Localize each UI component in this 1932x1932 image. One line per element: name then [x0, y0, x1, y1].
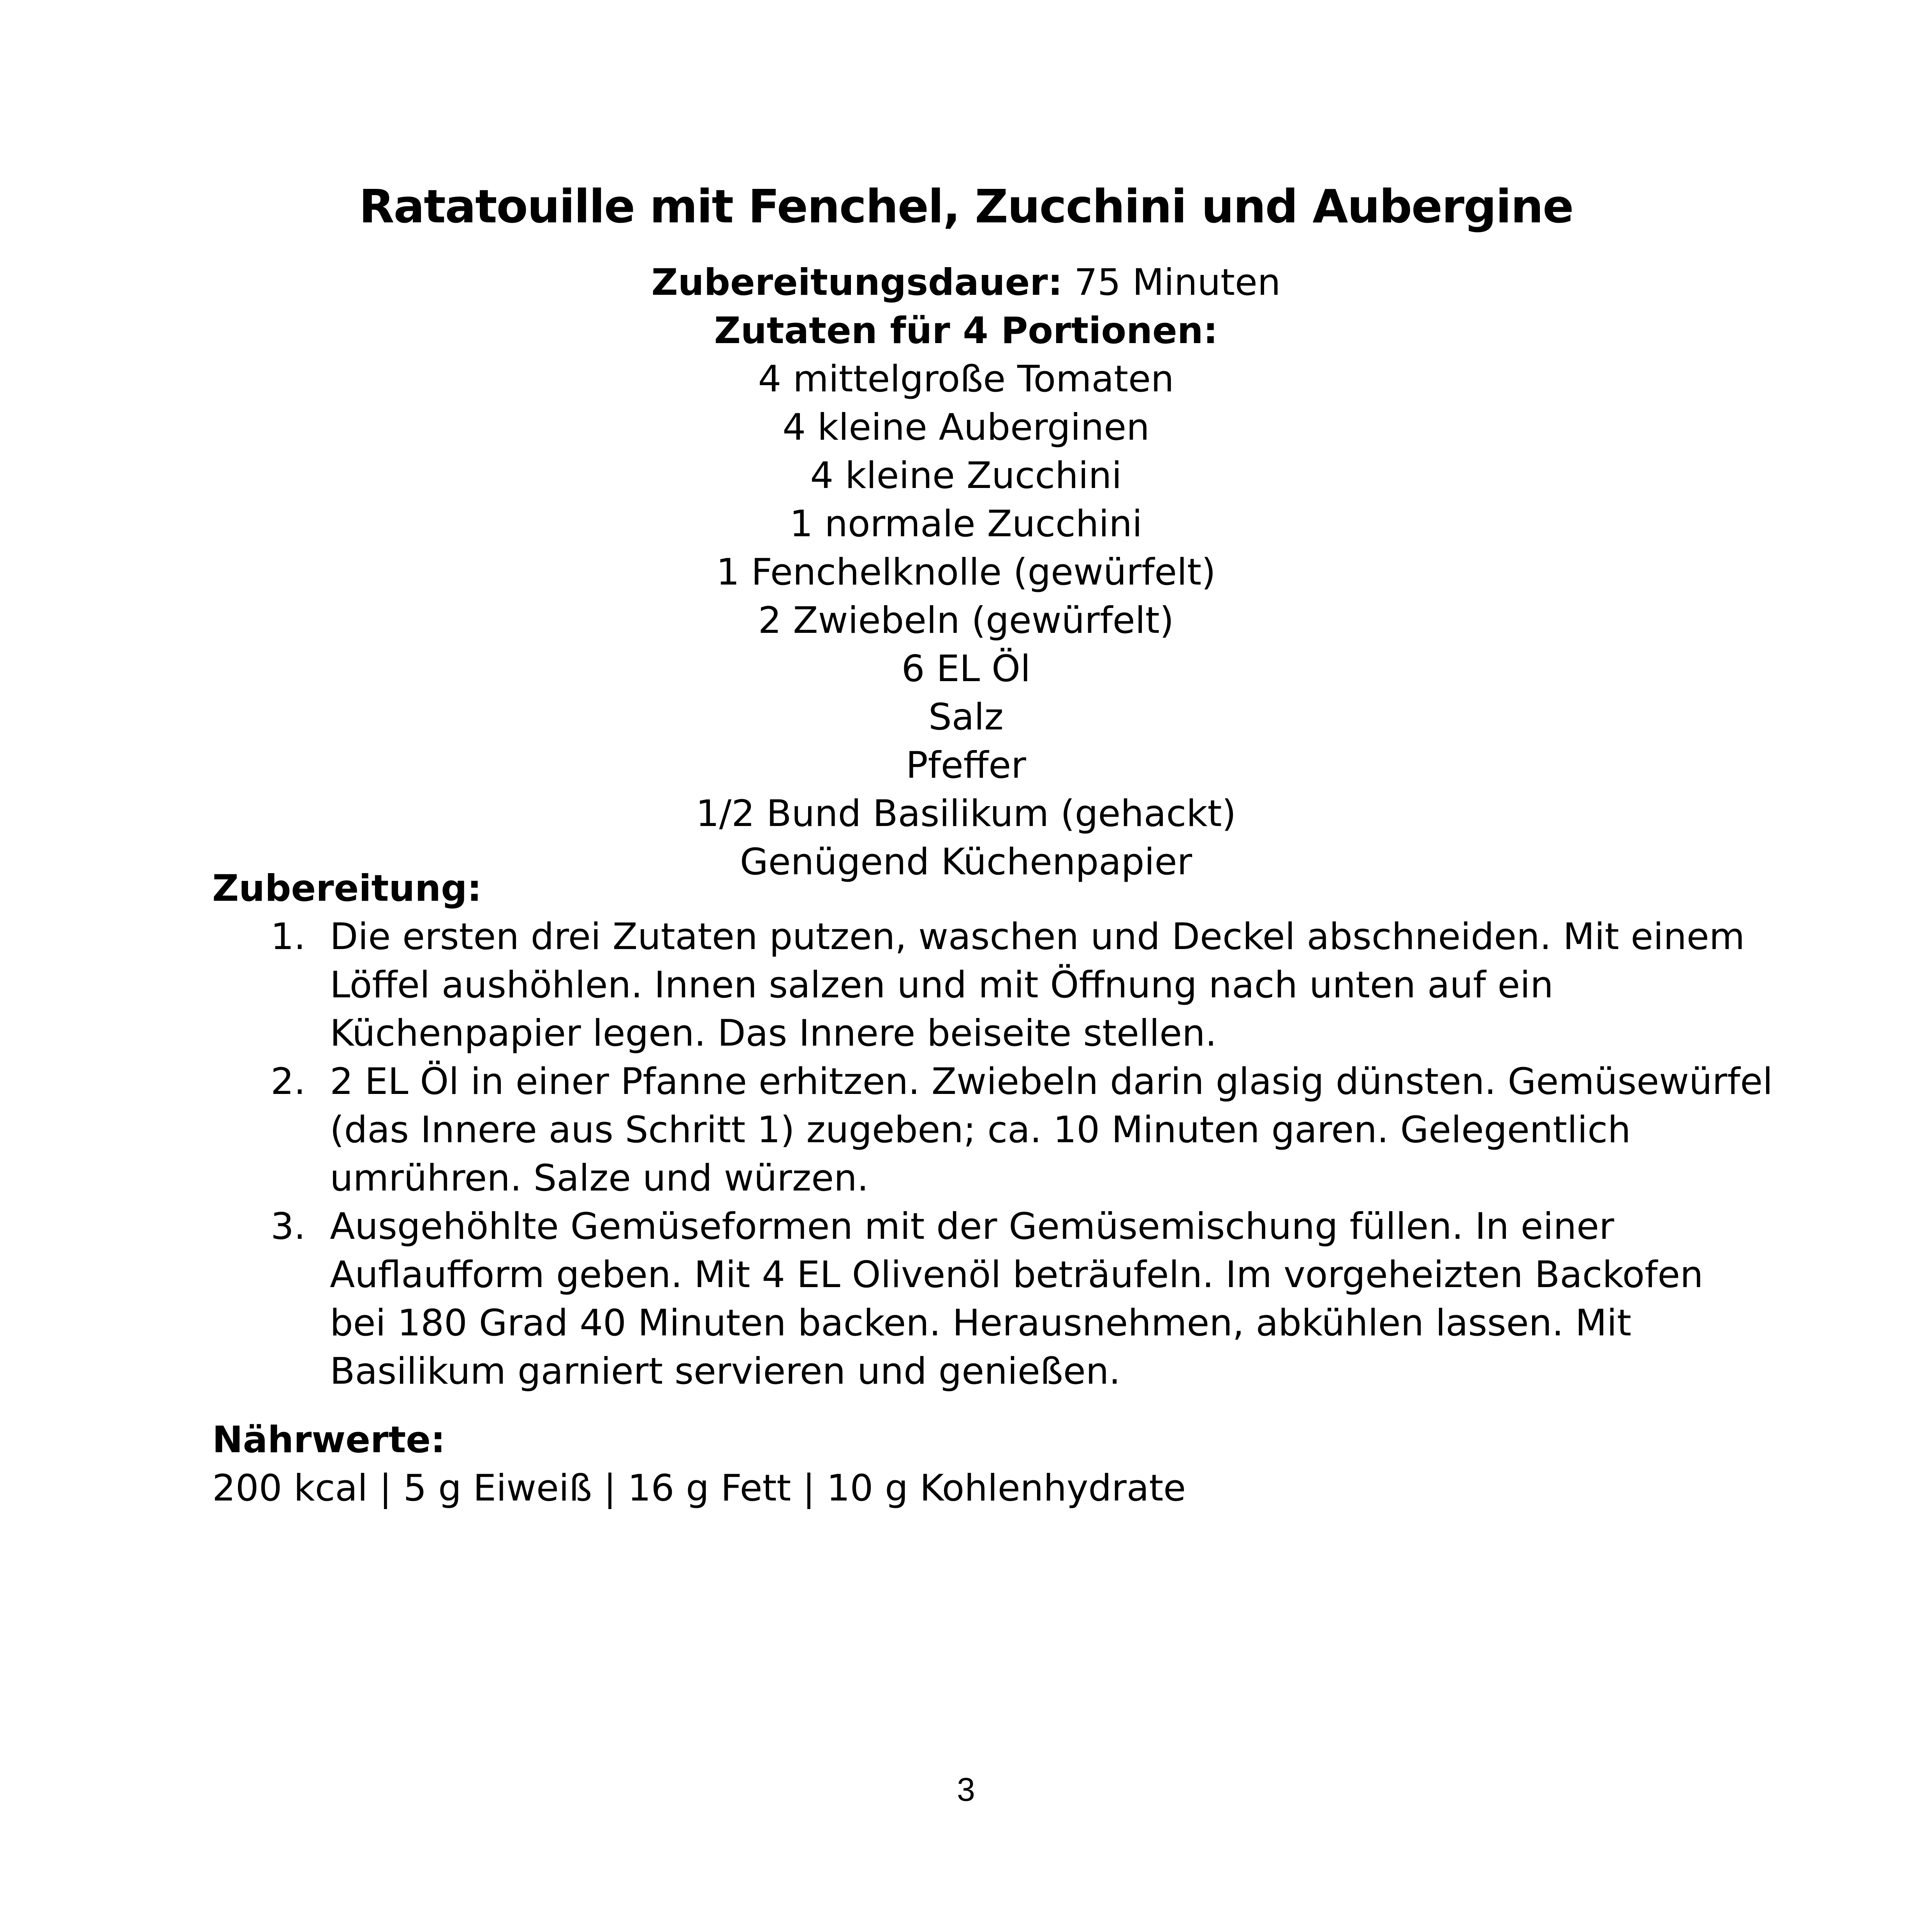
- recipe-overview: [0, 259, 1932, 886]
- step-number: 3.: [271, 1205, 306, 1248]
- step-text-line: Basilikum garniert servieren und genießen.: [330, 1350, 1121, 1393]
- ingredient-item: 1 normale Zucchini: [789, 503, 1143, 545]
- step-number: 2.: [271, 1060, 306, 1103]
- ingredients-heading: Zutaten für 4 Portionen:: [714, 310, 1218, 352]
- ingredient-item: 4 kleine Zucchini: [810, 454, 1122, 497]
- ingredient-item: Genügend Küchenpapier: [740, 841, 1192, 883]
- step-text-line: Auflaufform geben. Mit 4 EL Olivenöl beträufeln. Im vorgeheizten Backofen: [330, 1254, 1703, 1296]
- step-text-line: (das Innere aus Schritt 1) zugeben; ca. 10 Minuten garen. Gelegentlich: [330, 1109, 1631, 1151]
- nutrition-values: 200 kcal | 5 g Eiweiß | 16 g Fett | 10 g Kohlenhydrate: [212, 1467, 1186, 1509]
- prep-time: [0, 259, 1932, 307]
- ingredient-item: 1 Fenchelknolle (gewürfelt): [716, 551, 1216, 594]
- step-item: [212, 1058, 1809, 1203]
- ingredient-item: 6 EL Öl: [901, 648, 1031, 690]
- step-text-line: umrühren. Salze und würzen.: [330, 1157, 869, 1199]
- step-text-line: Die ersten drei Zutaten putzen, waschen und Deckel abschneiden. Mit einem: [330, 916, 1745, 958]
- step-text-line: Ausgehöhlte Gemüseformen mit der Gemüsemischung füllen. In einer: [330, 1205, 1614, 1248]
- ingredient-item: Salz: [928, 696, 1004, 738]
- prep-time-label: Zubereitungsdauer:: [651, 261, 1063, 304]
- recipe-title: Ratatouille mit Fenchel, Zucchini und Aubergine: [359, 180, 1573, 233]
- preparation-heading: Zubereitung:: [212, 867, 482, 910]
- page-number: 3: [957, 1771, 975, 1808]
- prep-time-value: 75 Minuten: [1074, 261, 1281, 304]
- step-text-line: Küchenpapier legen. Das Innere beiseite stellen.: [330, 1012, 1217, 1055]
- step-text-line: 2 EL Öl in einer Pfanne erhitzen. Zwiebeln darin glasig dünsten. Gemüsewürfel: [330, 1060, 1773, 1103]
- ingredient-item: Pfeffer: [906, 744, 1026, 787]
- preparation-steps: [212, 913, 1809, 1396]
- ingredient-item: 2 Zwiebeln (gewürfelt): [758, 599, 1174, 642]
- step-item: [212, 1203, 1809, 1396]
- step-text-line: bei 180 Grad 40 Minuten backen. Herausnehmen, abkühlen lassen. Mit: [330, 1302, 1631, 1344]
- ingredient-item: 4 kleine Auberginen: [782, 406, 1150, 449]
- step-number: 1.: [271, 916, 306, 958]
- step-item: [212, 913, 1809, 1058]
- step-text-line: Löffel aushöhlen. Innen salzen und mit Öffnung nach unten auf ein: [330, 964, 1553, 1006]
- nutrition-heading: Nährwerte:: [212, 1419, 446, 1461]
- ingredient-item: 4 mittelgroße Tomaten: [758, 358, 1174, 400]
- ingredient-item: 1/2 Bund Basilikum (gehackt): [696, 793, 1236, 835]
